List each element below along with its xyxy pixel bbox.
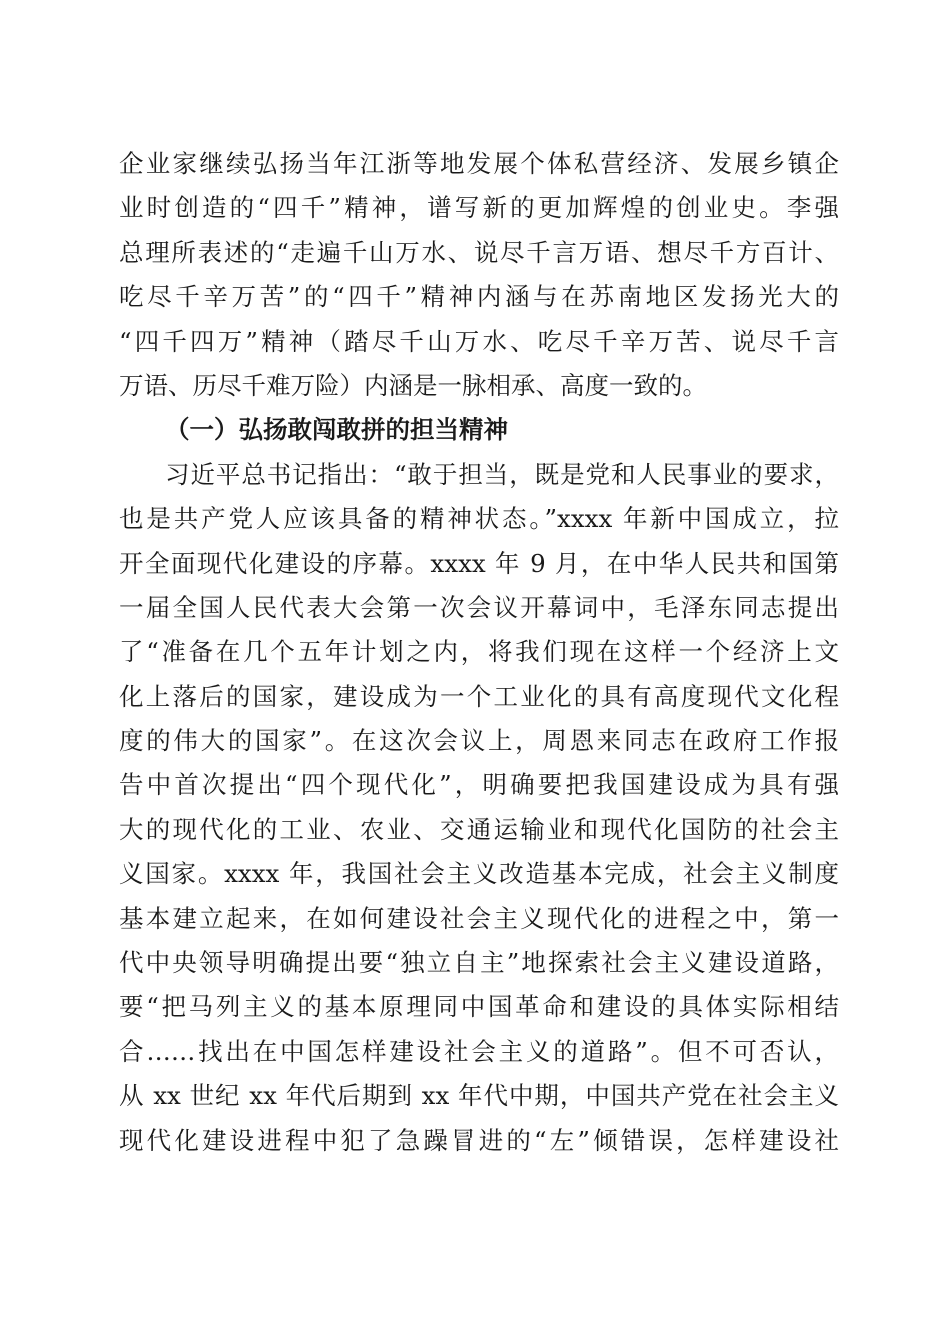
text-line: 企业家继续弘扬当年江浙等地发展个体私营经济、发展乡镇企: [119, 149, 839, 178]
text-line: 基本建立起来，在如何建设社会主义现代化的进程之中，第一: [119, 903, 839, 933]
text-line: 要“把马列主义的基本原理同中国革命和建设的具体实际相结: [119, 992, 839, 1022]
paragraph-body: [119, 453, 839, 1163]
text-line: 告中首次提出“四个现代化”，明确要把我国建设成为具有强: [119, 770, 839, 800]
text-line: “四千四万”精神（踏尽千山万水、吃尽千辛万苦、说尽千言: [119, 326, 839, 356]
text-line: 业时创造的“四千”精神，谱写新的更加辉煌的创业史。李强: [119, 193, 839, 223]
text-line: 总理所表述的“走遍千山万水、说尽千言万语、想尽千方百计、: [119, 237, 839, 267]
text-line: 也是共产党人应该具备的精神状态。”xxxx 年新中国成立，拉: [119, 504, 839, 534]
text-line: 代中央领导明确提出要“独立自主”地探索社会主义建设道路，: [119, 948, 839, 978]
text-line: 义国家。xxxx 年，我国社会主义改造基本完成，社会主义制度: [119, 859, 839, 889]
text-line: 现代化建设进程中犯了急躁冒进的“左”倾错误，怎样建设社: [119, 1125, 839, 1155]
document-body: [119, 142, 839, 1163]
text-line: 从 xx 世纪 xx 年代后期到 xx 年代中期，中国共产党在社会主义: [119, 1081, 839, 1111]
text-line: 开全面现代化建设的序幕。xxxx 年 9 月，在中华人民共和国第: [119, 548, 839, 578]
text-line: 习近平总书记指出：“敢于担当，既是党和人民事业的要求，: [165, 459, 839, 489]
text-line: 化上落后的国家，建设成为一个工业化的具有高度现代文化程: [119, 681, 839, 711]
text-line: 吃尽千辛万苦”的“四千”精神内涵与在苏南地区发扬光大的: [119, 282, 839, 312]
text-line: 大的现代化的工业、农业、交通运输业和现代化国防的社会主: [119, 814, 839, 844]
text-line: 一届全国人民代表大会第一次会议开幕词中，毛泽东同志提出: [119, 592, 839, 622]
text-line: 万语、历尽千难万险）内涵是一脉相承、高度一致的。: [119, 370, 707, 400]
paragraph-continuation: [119, 142, 839, 408]
text-line: 度的伟大的国家”。在这次会议上，周恩来同志在政府工作报: [119, 726, 839, 756]
text-line: 合……找出在中国怎样建设社会主义的道路”。但不可否认，: [119, 1036, 839, 1066]
text-line: 了“准备在几个五年计划之内，将我们现在这样一个经济上文: [119, 637, 839, 667]
section-heading: （一）弘扬敢闯敢拼的担当精神: [165, 415, 508, 445]
